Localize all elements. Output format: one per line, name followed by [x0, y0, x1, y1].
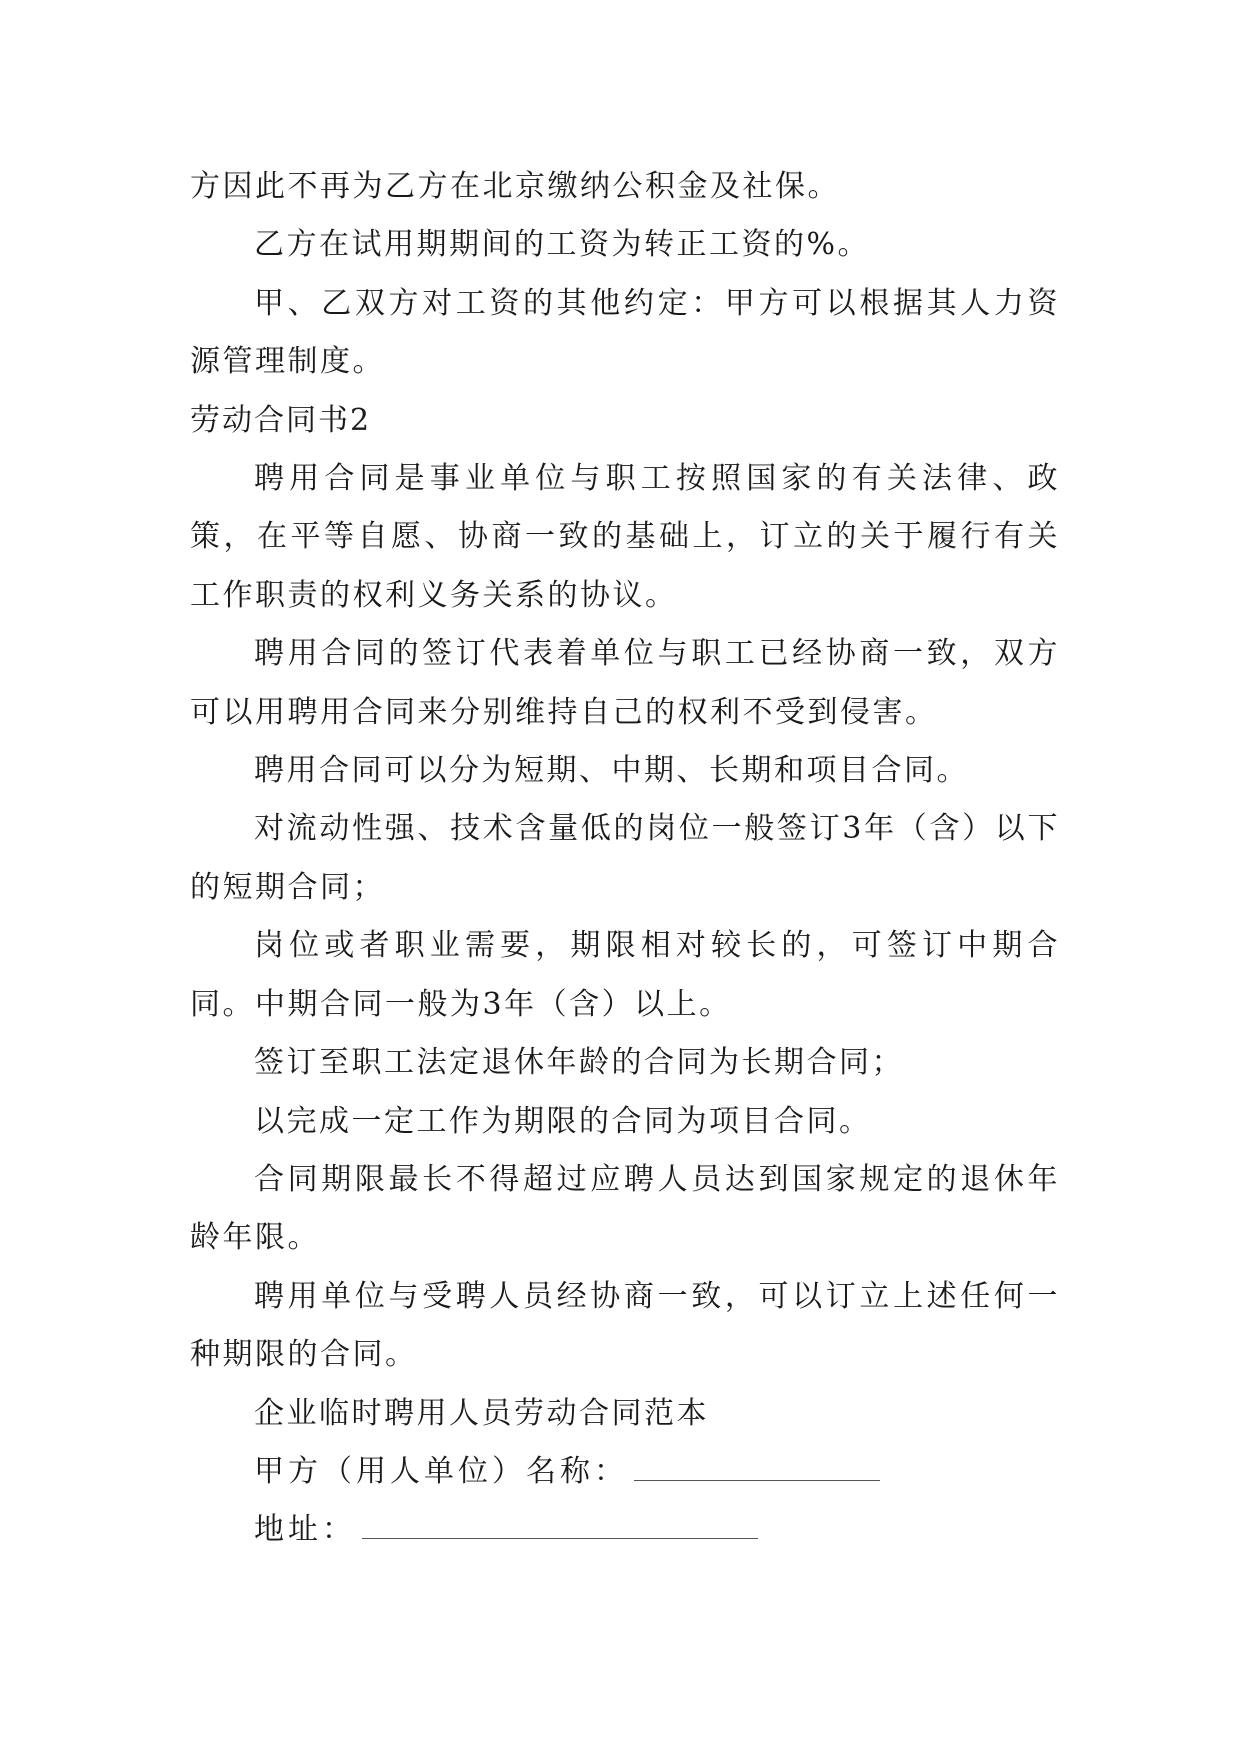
paragraph: 聘用合同可以分为短期、中期、长期和项目合同。	[254, 753, 969, 789]
address-label: 地址：	[254, 1512, 356, 1548]
paragraph: 对流动性强、技术含量低的岗位一般签订3年（含）以下的短期合同；	[190, 811, 1060, 905]
paragraph: 方因此不再为乙方在北京缴纳公积金及社保。	[190, 169, 840, 204]
paragraph: 聘用合同的签订代表着单位与职工已经协商一致，双方可以用聘用合同来分别维持自己的权利不受到侵害。	[190, 636, 1060, 730]
employer-name-label: 甲方（用人单位）名称：	[254, 1453, 628, 1489]
paragraph: 聘用合同是事业单位与职工按照国家的有关法律、政策，在平等自愿、协商一致的基础上，订立的关于履行有关工作职责的权利义务关系的协议。	[190, 461, 1060, 613]
paragraph: 乙方在试用期期间的工资为转正工资的%。	[254, 227, 871, 263]
paragraph: 以完成一定工作为期限的合同为项目合同。	[254, 1103, 872, 1139]
address-field	[190, 1501, 1060, 1559]
employer-name-field	[190, 1443, 1060, 1501]
paragraph: 岗位或者职业需要，期限相对较长的，可签订中期合同。中期合同一般为3年（含）以上。	[190, 928, 1060, 1022]
address-blank	[362, 1516, 758, 1539]
document-subtitle: 企业临时聘用人员劳动合同范本	[254, 1395, 709, 1431]
section-heading: 劳动合同书2	[190, 402, 372, 438]
paragraph: 合同期限最长不得超过应聘人员达到国家规定的退休年龄年限。	[190, 1161, 1060, 1256]
paragraph: 聘用单位与受聘人员经协商一致，可以订立上述任何一种期限的合同。	[190, 1278, 1060, 1373]
paragraph: 甲、乙双方对工资的其他约定：甲方可以根据其人力资源管理制度。	[190, 285, 1060, 380]
document-body	[190, 158, 1060, 1560]
paragraph: 签订至职工法定退休年龄的合同为长期合同；	[254, 1045, 904, 1081]
employer-name-blank	[634, 1458, 880, 1481]
